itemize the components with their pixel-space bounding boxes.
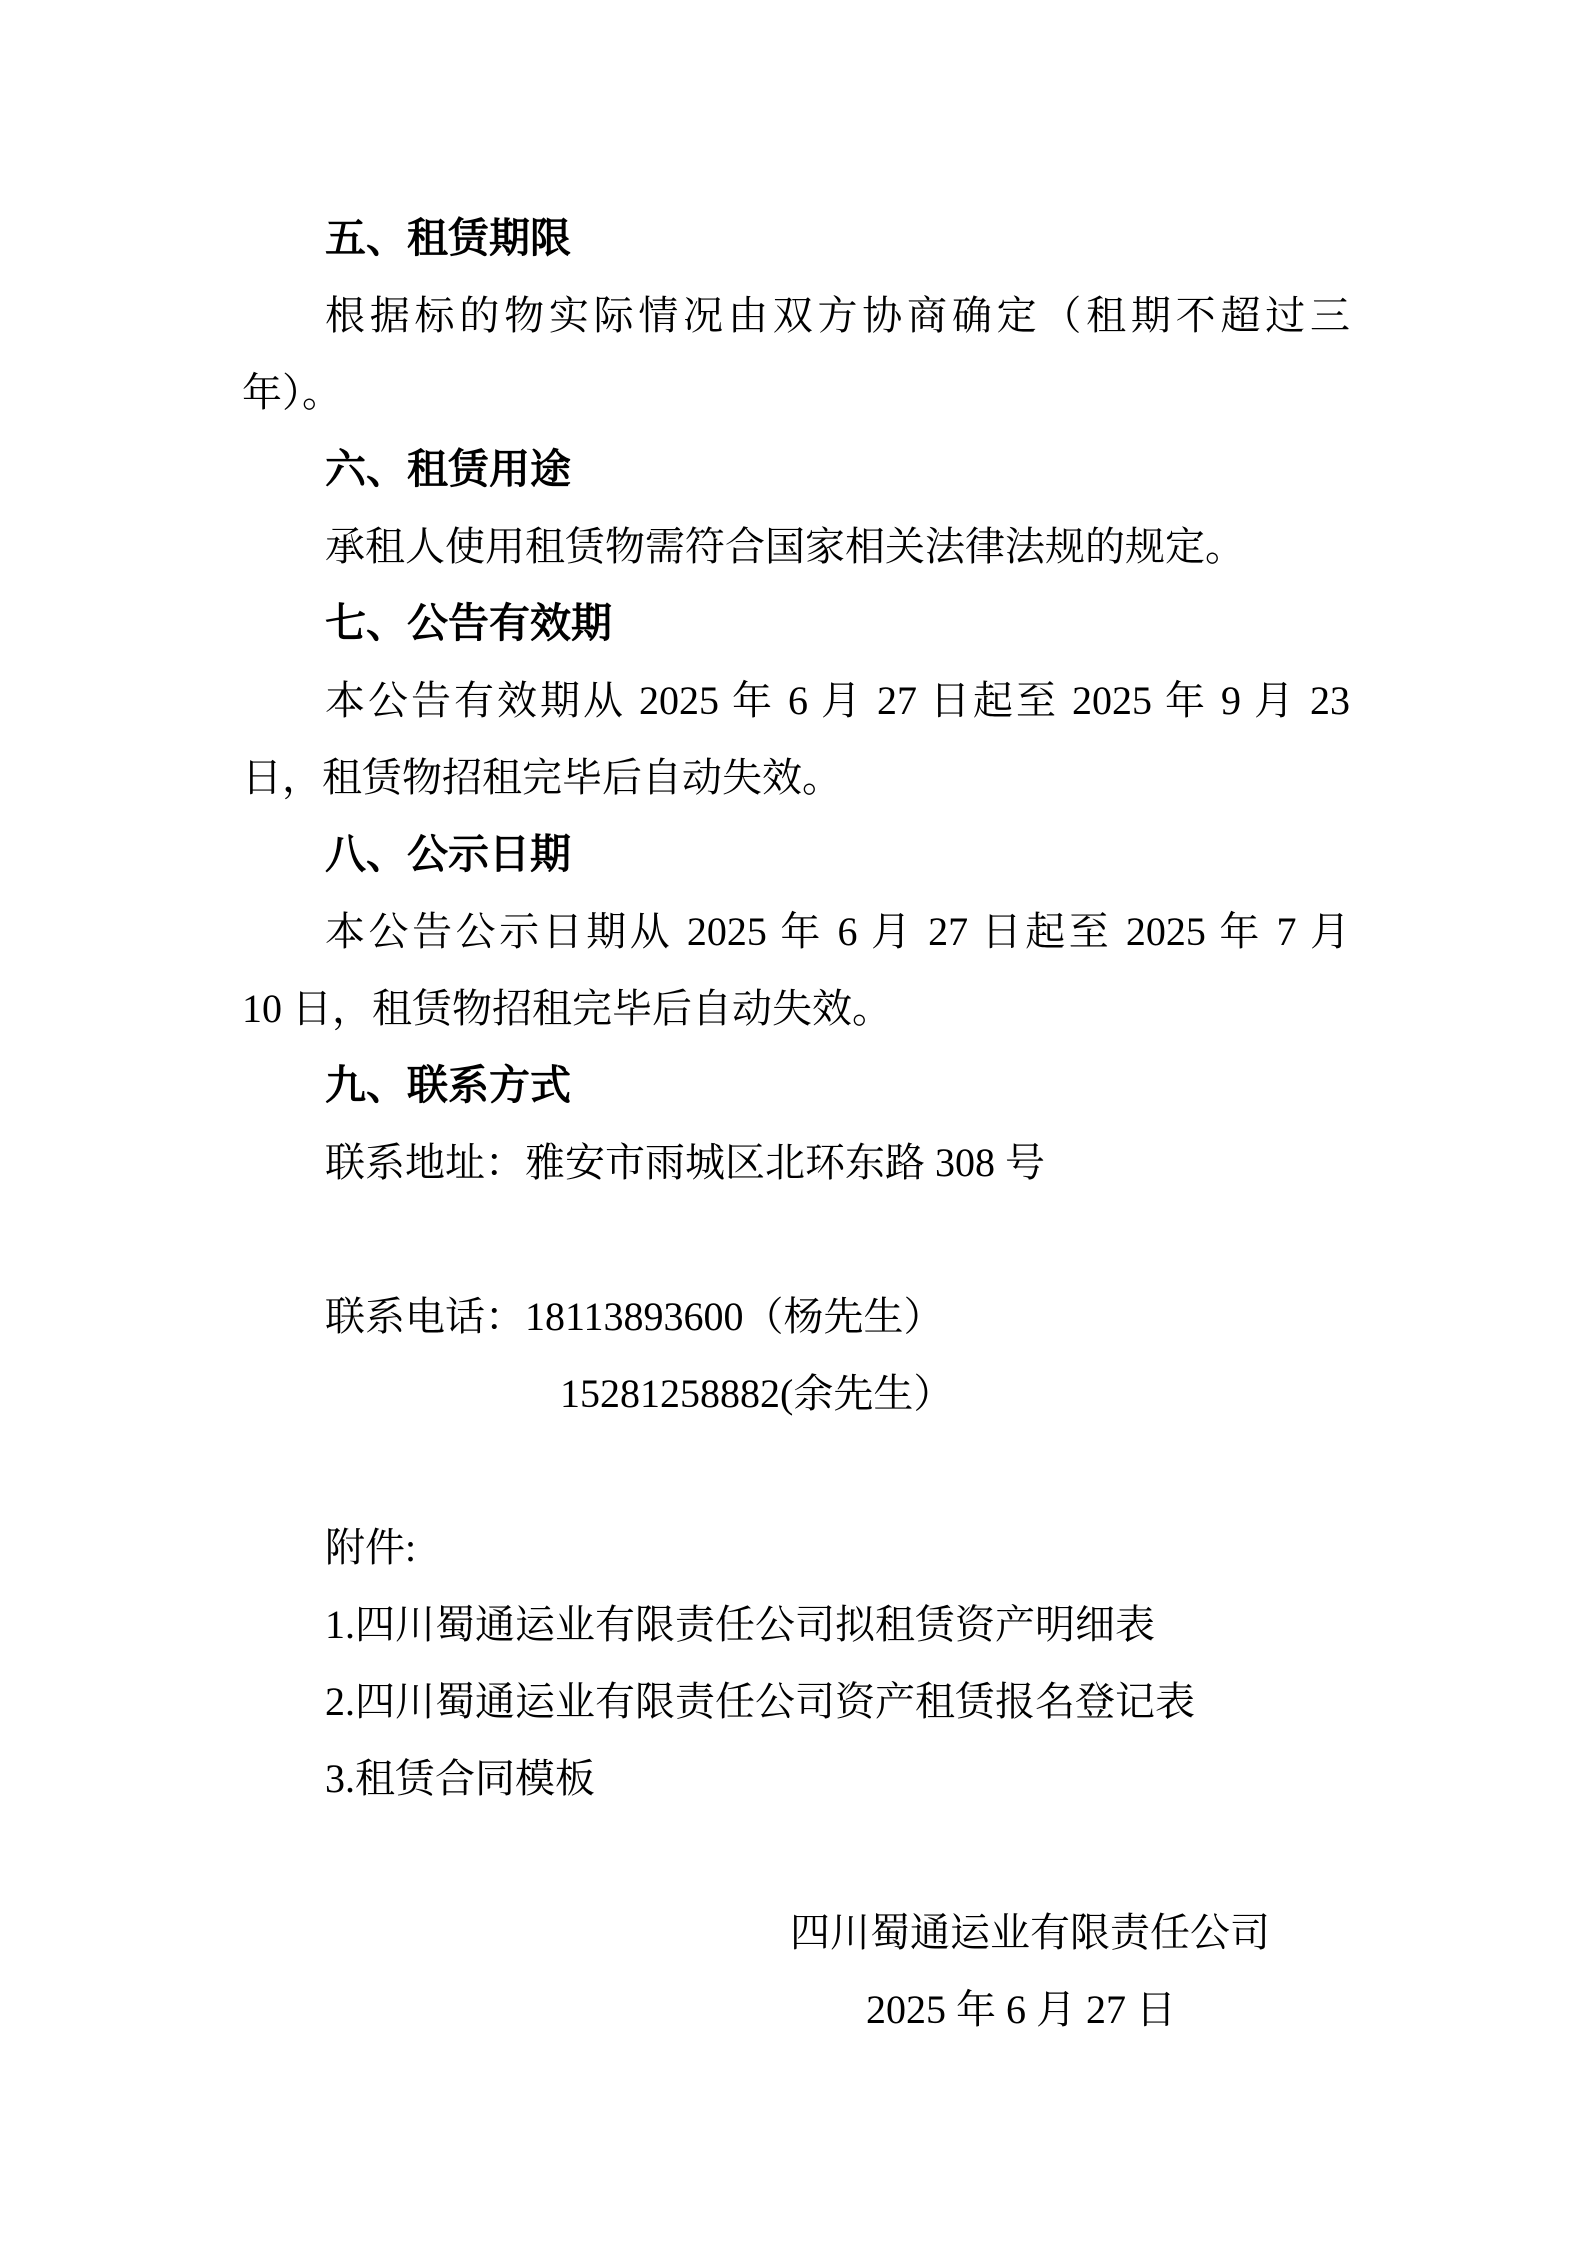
blank-line bbox=[242, 1432, 1350, 1509]
section-8-line-1: 本公告公示日期从 2025 年 6 月 27 日起至 2025 年 7 月 bbox=[325, 909, 1350, 954]
section-5-line-2: 年）。 bbox=[242, 370, 342, 415]
blank-line bbox=[242, 1201, 1350, 1278]
section-5-heading: 五、租赁期限 bbox=[325, 215, 571, 261]
section-6-line-1: 承租人使用租赁物需符合国家相关法律法规的规定。 bbox=[325, 524, 1245, 569]
attachments-label: 附件: bbox=[325, 1525, 417, 1570]
section-8-heading: 八、公示日期 bbox=[325, 831, 571, 877]
signature-date: 2025 年 6 月 27 日 bbox=[866, 1987, 1176, 2032]
attachment-item-3: 3.租赁合同模板 bbox=[325, 1756, 595, 1801]
section-7-line-2: 日，租赁物招租完毕后自动失效。 bbox=[242, 755, 842, 800]
section-9-heading: 九、联系方式 bbox=[325, 1062, 571, 1108]
section-7-line-1: 本公告有效期从 2025 年 6 月 27 日起至 2025 年 9 月 23 bbox=[325, 678, 1350, 723]
attachment-item-1: 1.四川蜀通运业有限责任公司拟租赁资产明细表 bbox=[325, 1602, 1155, 1647]
contact-phone-line-1: 联系电话：18113893600（杨先生） bbox=[325, 1294, 944, 1339]
section-8-line-2: 10 日，租赁物招租完毕后自动失效。 bbox=[242, 986, 892, 1031]
contact-phone-line-2: 15281258882(余先生） bbox=[560, 1371, 954, 1416]
attachment-item-2: 2.四川蜀通运业有限责任公司资产租赁报名登记表 bbox=[325, 1679, 1195, 1724]
section-5-line-1: 根据标的物实际情况由双方协商确定（租期不超过三 bbox=[325, 293, 1350, 338]
contact-address-line: 联系地址：雅安市雨城区北环东路 308 号 bbox=[325, 1140, 1045, 1185]
section-7-heading: 七、公告有效期 bbox=[325, 600, 612, 646]
signature-company: 四川蜀通运业有限责任公司 bbox=[790, 1910, 1270, 1955]
section-6-heading: 六、租赁用途 bbox=[325, 446, 571, 492]
blank-line bbox=[242, 1817, 1350, 1894]
